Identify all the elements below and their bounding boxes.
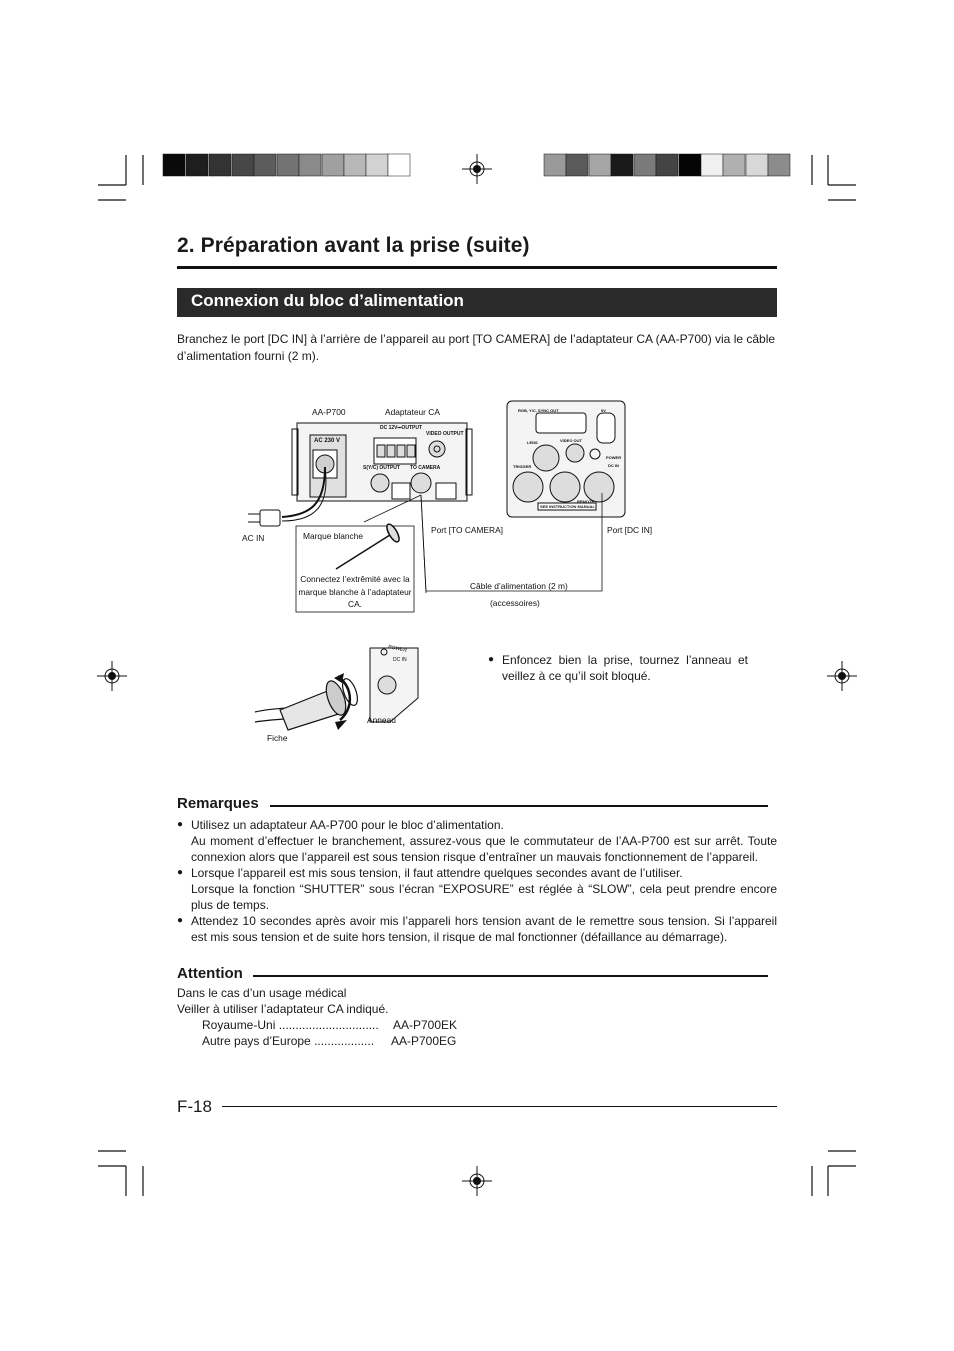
cam-rgb-label: RGB, Y/C, SYNC OUT (518, 408, 559, 413)
cam-remote-label: REMOTE (577, 499, 595, 504)
port-dc-in-label: Port [DC IN] (607, 525, 653, 535)
ring-label: Anneau (367, 715, 396, 725)
cam-power-label: POWER (606, 455, 622, 460)
port-to-camera-label: Port [TO CAMERA] (431, 525, 503, 535)
remark-item (177, 913, 777, 945)
cam-video-out-label: VIDEO OUT (560, 438, 583, 443)
svc-output-label: S(Y/C) OUTPUT (363, 465, 400, 471)
remark-item (177, 865, 777, 913)
attention-heading: Attention (177, 965, 243, 982)
cam-9v-label: 9V (601, 408, 606, 413)
remark-item (177, 817, 777, 865)
remark-line-2: Au moment d’effectuer le branchement, assurez-vous que le commutateur de l’AA-P700 est sur arrêt. Toute connexion alors que l’appareil est sous tension risque d’entraîner un mauvais fonctionnement de l’appareil. (191, 834, 777, 864)
dc-in-label: DC IN (393, 657, 407, 663)
title-rule (177, 266, 777, 269)
remark-line-1: Utilisez un adaptateur AA-P700 pour le bloc d’alimentation. (191, 818, 504, 832)
section-header (177, 288, 777, 317)
attention-rule (253, 975, 768, 977)
remarks-list (177, 817, 777, 945)
plug-ring-diagram (250, 640, 440, 740)
bullet-icon: ● (177, 867, 184, 878)
white-mark-note: Connectez l’extrêmité avec la marque blanche à l’adaptateur CA. (298, 574, 412, 609)
attention-line-2: Veiller à utiliser l’adaptateur CA indiqué. (177, 1002, 389, 1016)
intro-paragraph: Branchez le port [DC IN] à l’arrière de l’appareil au port [TO CAMERA] de l’adaptateur CA (AA-P700) via le câble d’alimentation fourni (2 m). (177, 332, 776, 363)
model-label: AA-P700 (312, 407, 346, 417)
attention-line-1: Dans le cas d’un usage médical (177, 986, 347, 1000)
video-output-label: VIDEO OUTPUT (426, 431, 464, 437)
remarks-rule (270, 805, 768, 807)
page-number: F-18 (177, 1097, 212, 1116)
footer-rule (222, 1106, 777, 1107)
cable-label: Câble d’alimentation (2 m) (470, 581, 568, 591)
attention-row (177, 1033, 597, 1049)
adapter-label: Adaptateur CA (385, 407, 440, 417)
attention-row-value: AA-P700EK (393, 1018, 458, 1032)
attention-block (177, 985, 597, 1049)
plug-instruction-item (488, 652, 748, 684)
page-title: 2. Préparation avant la prise (suite) (177, 234, 530, 257)
plug-instruction-text: Enfoncez bien la prise, tournez l’anneau et veillez à ce qu’il soit bloqué. (502, 653, 748, 683)
cam-lens-label: LENS (527, 440, 538, 445)
plug-instruction (488, 652, 748, 684)
cam-dc-in-label: DC IN (608, 463, 619, 468)
attention-row-label: Royaume-Uni .............................. (202, 1018, 379, 1032)
remarks-heading: Remarques (177, 795, 259, 812)
cam-manual-label: SEE INSTRUCTION MANUAL (540, 504, 595, 509)
bullet-icon: ● (488, 654, 495, 665)
attention-row-value: AA-P700EG (391, 1034, 457, 1048)
remark-line-2: Lorsque la fonction “SHUTTER” sous l’écran “EXPOSURE” est réglée à “SLOW”, cela peut prendre encore plus de temps. (191, 882, 777, 912)
dc-output-label: DC 12V⎓OUTPUT (380, 425, 423, 431)
white-mark-label: Marque blanche (303, 531, 364, 541)
power-label: POWER (387, 644, 408, 654)
attention-row (177, 1017, 597, 1033)
to-camera-label: TO CAMERA (410, 465, 441, 471)
bullet-icon: ● (177, 819, 184, 830)
cam-trigger-label: TRIGGER (513, 464, 532, 469)
remark-line-1: Attendez 10 secondes après avoir mis l’appareli hors tension avant de le remettre sous tension. Si l’appareil est mis sous tension et de suite hors tension, il risque de mal fonctionner (défaillance au démarrage). (191, 914, 777, 944)
ac-voltage-label: AC 230 V (314, 438, 341, 444)
ac-in-label: AC IN (242, 533, 265, 543)
bullet-icon: ● (177, 915, 184, 926)
accessories-label: (accessoires) (490, 598, 540, 608)
section-title: Connexion du bloc d’alimentation (191, 291, 464, 310)
attention-row-label: Autre pays d’Europe .................. (202, 1034, 375, 1048)
remark-line-1: Lorsque l’appareil est mis sous tension, il faut attendre quelques secondes avant de l’utiliser. (191, 866, 683, 880)
plug-label: Fiche (267, 733, 288, 743)
